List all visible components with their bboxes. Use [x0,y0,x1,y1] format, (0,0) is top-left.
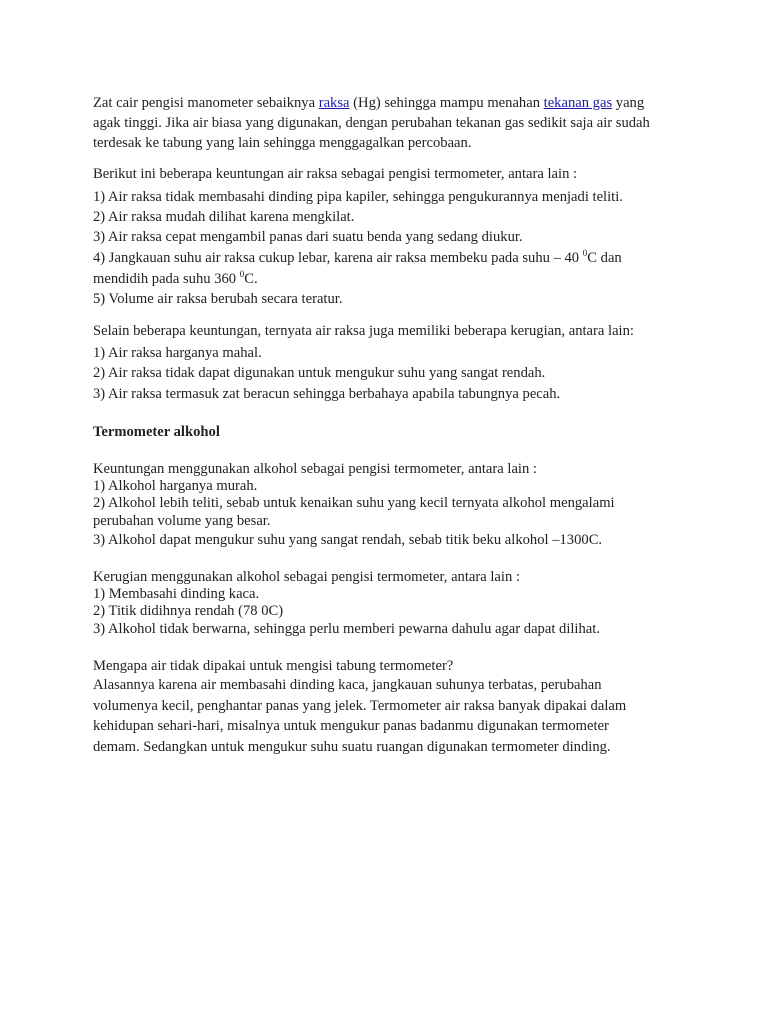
list-item: 1) Alkohol harganya murah. [93,478,258,494]
text: Zat cair pengisi manometer sebaiknya [93,95,319,111]
intro-line: terdesak ke tabung yang lain sehingga menggagalkan percobaan. [93,135,472,151]
list-item: 2) Air raksa mudah dilihat karena mengkilat. [93,209,355,225]
text: C dan [587,250,622,266]
paragraph-line: demam. Sedangkan untuk mengukur suhu suatu ruangan digunakan termometer dinding. [93,739,611,755]
list-item: 2) Air raksa tidak dapat digunakan untuk mengukur suhu yang sangat rendah. [93,365,546,381]
paragraph-line: Alasannya karena air membasahi dinding kaca, jangkauan suhunya terbatas, perubahan [93,677,602,693]
paragraph-line: kehidupan sehari-hari, misalnya untuk mengukur panas badanmu digunakan termometer [93,718,609,734]
section-heading: Selain beberapa keuntungan, ternyata air raksa juga memiliki beberapa kerugian, antara lain: [93,323,634,339]
text: (Hg) sehingga mampu menahan [349,95,544,111]
text: mendidih pada suhu 360 [93,271,240,287]
list-item: 5) Volume air raksa berubah secara teratur. [93,291,343,307]
list-item: 1) Air raksa harganya mahal. [93,345,262,361]
list-item: 3) Alkohol tidak berwarna, sehingga perlu memberi pewarna dahulu agar dapat dilihat. [93,621,600,637]
superscript: 0 [239,269,245,279]
list-item: 3) Air raksa cepat mengambil panas dari suatu benda yang sedang diukur. [93,229,523,245]
text: 4) Jangkauan suhu air raksa cukup lebar, karena air raksa membeku pada suhu – 40 [93,250,583,266]
question: Mengapa air tidak dipakai untuk mengisi tabung termometer? [93,658,454,674]
list-item: 2) Titik didihnya rendah (78 0C) [93,603,284,619]
list-item [93,249,622,267]
intro-line [93,94,644,112]
list-item-continued [93,270,258,288]
paragraph-line: volumenya kecil, penghantar panas yang jelek. Termometer air raksa banyak dipakai dalam [93,698,627,714]
list-item: 2) Alkohol lebih teliti, sebab untuk kenaikan suhu yang kecil ternyata alkohol mengalami [93,495,615,511]
link-raksa[interactable]: raksa [318,95,350,111]
list-item: 1) Air raksa tidak membasahi dinding pipa kapiler, sehingga pengukurannya menjadi teliti. [93,189,623,205]
list-item: 3) Air raksa termasuk zat beracun sehingga berbahaya apabila tabungnya pecah. [93,386,561,402]
superscript: 0 [582,248,588,258]
intro-line: agak tinggi. Jika air biasa yang digunakan, dengan perubahan tekanan gas sedikit saja air sudah [93,115,650,131]
section-heading: Kerugian menggunakan alkohol sebagai pengisi termometer, antara lain : [93,569,520,585]
list-item: 3) Alkohol dapat mengukur suhu yang sangat rendah, sebab titik beku alkohol –1300C. [93,532,603,548]
list-item-continued: perubahan volume yang besar. [93,513,271,529]
section-heading: Berikut ini beberapa keuntungan air raksa sebagai pengisi termometer, antara lain : [93,166,578,182]
text: C. [244,271,258,287]
text: yang [612,95,645,111]
list-item: 1) Membasahi dinding kaca. [93,586,260,602]
link-tekanan-gas[interactable]: tekanan gas [543,95,613,111]
section-heading: Keuntungan menggunakan alkohol sebagai pengisi termometer, antara lain : [93,461,537,477]
section-title: Termometer alkohol [93,424,220,440]
